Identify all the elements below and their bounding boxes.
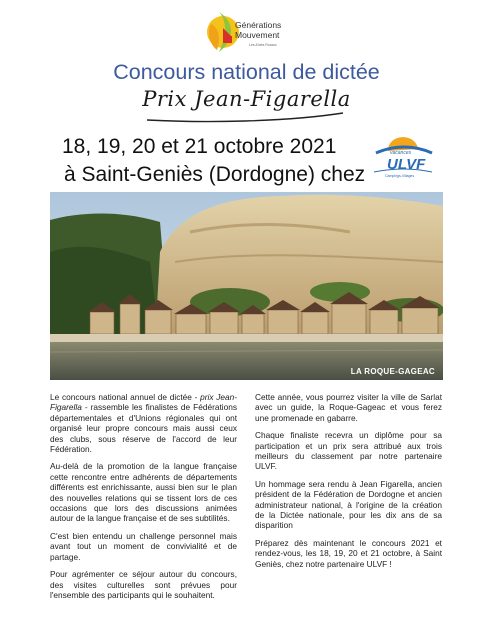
left-column bbox=[50, 392, 237, 607]
ulvf-name: ULVF bbox=[387, 156, 426, 173]
generations-mouvement-logo bbox=[205, 6, 305, 60]
ulvf-vacances-text: vacances bbox=[390, 150, 412, 156]
left-paragraph-2: Au-delà de la promotion de la langue française cette rencontre entre adhérents de départements différents est enrichissante, aussi bien sur le plan des nouvelles relations qui se tissent lors de ces occasions que lors des discussions animées autour de la langue française et de ses subtilités. bbox=[50, 461, 237, 524]
event-place: à Saint-Geniès (Dordogne) chez bbox=[64, 163, 366, 186]
right-column bbox=[255, 392, 442, 576]
village-photo bbox=[50, 192, 443, 380]
left-paragraph-3: C'est bien entendu un challenge personnel mais avant tout un moment de convivialité et de partage. bbox=[50, 530, 237, 562]
left-paragraph-4: Pour agrémenter ce séjour autour du concours, des visites culturelles sont prévues pour l'ensemble des participants qui le souhaitent. bbox=[50, 569, 237, 600]
logo-line-tagline: Les Aînés Ruraux bbox=[249, 43, 277, 47]
left-p1-prize-name: prix Jean-Figarella bbox=[50, 392, 237, 413]
right-paragraph-1: Cette année, vous pourrez visiter la ville de Sarlat avec un guide, la Roque-Gageac et vous ferez une promenade en gabarre. bbox=[255, 392, 442, 423]
photo-caption: LA ROQUE-GAGEAC bbox=[350, 367, 435, 376]
page-title: Concours national de dictée bbox=[113, 60, 380, 84]
ulvf-tagline: Campings-Villages bbox=[385, 174, 415, 178]
logo-line-mouvement: Mouvement bbox=[235, 30, 280, 40]
flourish-divider bbox=[145, 111, 345, 125]
left-p1-start: Le concours national annuel de dictée - bbox=[50, 392, 201, 402]
event-dates: 18, 19, 20 et 21 octobre 2021 bbox=[62, 135, 337, 158]
left-p1-end: - rassemble les finalistes de Fédérations départementales et d'Unions régionales qui ont organisé leur propre concours mais aussi ceux des clubs, sous réserve de l'accord de leur Fédération. bbox=[50, 402, 237, 455]
logo-line-generations: Générations bbox=[235, 20, 282, 30]
village-illustration bbox=[50, 192, 443, 380]
left-paragraph-1 bbox=[50, 392, 237, 454]
ulvf-vacances-logo bbox=[370, 135, 436, 187]
right-paragraph-4: Préparez dès maintenant le concours 2021 et rendez-vous, les 18, 19, 20 et 21 octobre, à Saint Geniès, chez notre partenaire ULVF ! bbox=[255, 537, 442, 569]
right-paragraph-2: Chaque finaliste recevra un diplôme pour sa participation et un prix sera attribué aux trois meilleurs du classement par notre partenaire ULVF. bbox=[255, 430, 442, 472]
page-subtitle: Prix Jean-Figarella bbox=[142, 87, 351, 111]
right-paragraph-3: Un hommage sera rendu à Jean Figarella, ancien président de la Fédération de Dordogne et ancien administrateur national, à l'origine de la création de la Dictée nationale, pour les dix ans de sa disparition bbox=[255, 478, 442, 531]
